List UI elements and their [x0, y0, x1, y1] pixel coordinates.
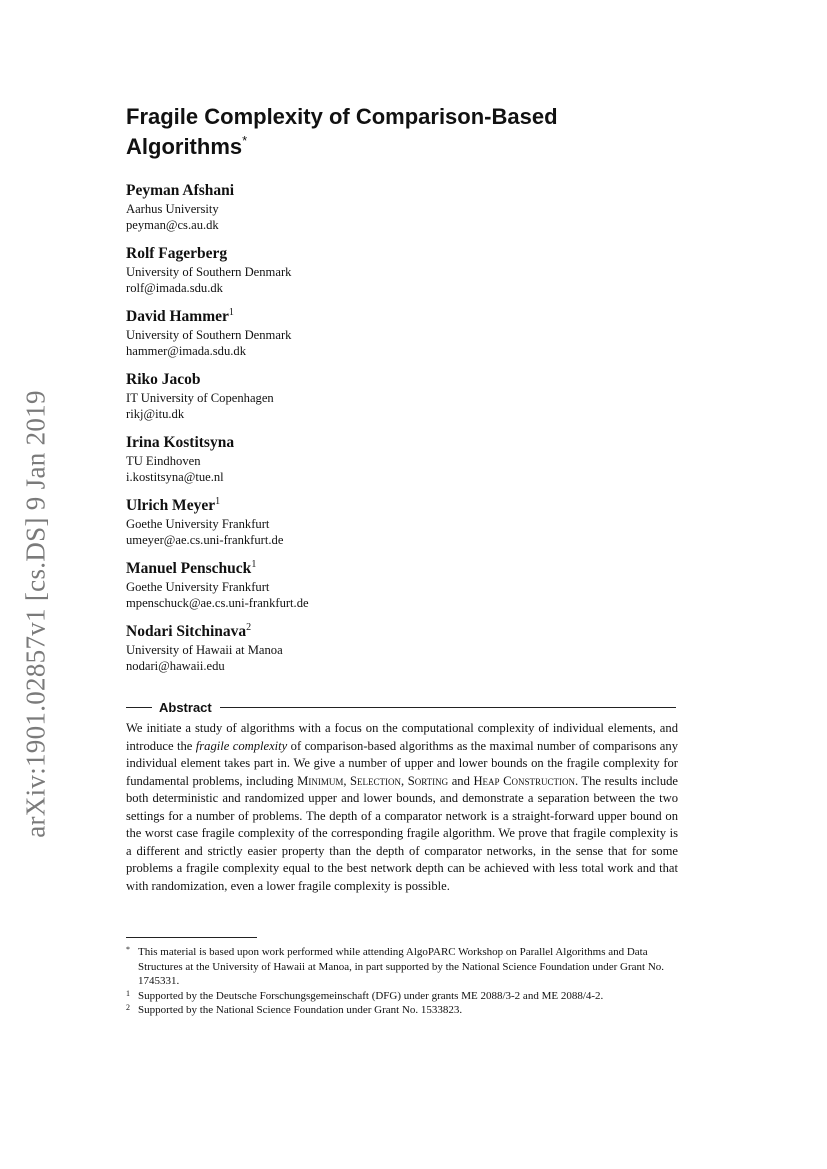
author-name-text: Peyman Afshani [126, 182, 235, 199]
author-affiliation: TU Eindhoven [126, 454, 201, 468]
author-footnote-mark: 1 [215, 496, 221, 507]
paper-title-line-2-text: Algorithms [126, 134, 243, 159]
author-email[interactable]: hammer@imada.sdu.dk [126, 344, 247, 358]
author-name-text: Manuel Penschuck [126, 560, 252, 577]
abstract-text [126, 720, 678, 895]
author-affiliation: Goethe University Frankfurt [126, 580, 270, 594]
author-block [126, 244, 686, 307]
abstract-heading [126, 698, 676, 716]
author-name-text: Ulrich Meyer [126, 497, 216, 514]
author-email[interactable]: umeyer@ae.cs.uni-frankfurt.de [126, 533, 284, 547]
author-email[interactable]: rikj@itu.dk [126, 407, 185, 421]
footnote-text: Supported by the Deutsche Forschungsgemeinschaft (DFG) under grants ME 2088/3-2 and ME 2088/4-2. [138, 989, 604, 1002]
author-name [126, 181, 686, 201]
footnote-mark: 1 [126, 988, 130, 998]
author-name [126, 559, 686, 579]
problem-name-minimum: Minimum [297, 773, 344, 788]
author-name-text: Nodari Sitchinava [126, 623, 247, 640]
footnote-mark: * [126, 945, 130, 954]
author-name [126, 307, 686, 327]
author-name [126, 622, 686, 642]
footnote [126, 1003, 678, 1018]
author-name [126, 244, 686, 264]
author-name-text: Irina Kostitsyna [126, 434, 235, 451]
problem-name-sorting: Sorting [407, 773, 449, 788]
author-name [126, 370, 686, 390]
author-email[interactable]: peyman@cs.au.dk [126, 218, 219, 232]
author-email[interactable]: rolf@imada.sdu.dk [126, 281, 223, 295]
footnotes [126, 945, 678, 1018]
author-footnote-mark: 1 [251, 559, 257, 570]
author-list [126, 181, 686, 685]
abstract-heading-label: Abstract [159, 699, 212, 715]
author-footnote-mark: 2 [246, 622, 252, 633]
footnote [126, 945, 678, 989]
author-affiliation: Aarhus University [126, 202, 219, 216]
author-affiliation: University of Hawaii at Manoa [126, 643, 283, 657]
abstract-emphasis: fragile complexity [195, 738, 288, 753]
footnote-text: This material is based upon work performed while attending AlgoPARC Workshop on Parallel Algorithms and Data Structures at the University of Hawaii at Manoa, in part supported by the National Science Foundation under Grant No. 1745331. [138, 946, 665, 987]
author-affiliation: University of Southern Denmark [126, 328, 292, 342]
author-block [126, 181, 686, 244]
footnote-mark: 2 [126, 1003, 130, 1012]
author-block [126, 370, 686, 433]
abstract-text-part: . The results include both deterministic and randomized upper and lower bounds, and demonstrate a separation between the two settings for a number of problems. The depth of a comparator network is a straight-forward upper bound on the worst case fragile complexity of the corresponding fragile algorithm. We prove that fragile complexity is a different and strictly easier property than the depth of comparator networks, in the sense that for some problems a fragile complexity equal to the best network depth can be achieved with less total work and that with randomization, even a lower fragile complexity is possible. [126, 773, 679, 893]
author-name [126, 433, 686, 453]
abstract-rule-left [126, 707, 152, 708]
title-footnote-mark: * [242, 133, 248, 148]
author-email[interactable]: i.kostitsyna@tue.nl [126, 470, 224, 484]
author-affiliation: Goethe University Frankfurt [126, 517, 270, 531]
paper-title-line-1: Fragile Complexity of Comparison-Based [126, 104, 558, 129]
author-name-text: Rolf Fagerberg [126, 245, 228, 262]
author-email[interactable]: mpenschuck@ae.cs.uni-frankfurt.de [126, 596, 309, 610]
author-block [126, 307, 686, 370]
abstract-text-part: of comparison-based algorithms as the maximal number of comparisons any individual element takes part in. We give a number of upper and lower bounds on the fragile complexity for fundamental problems, including [126, 738, 678, 788]
author-name [126, 496, 686, 516]
footnote-separator [126, 937, 257, 938]
author-email[interactable]: nodari@hawaii.edu [126, 659, 225, 673]
abstract-text-part: , [343, 773, 351, 788]
abstract-rule-right [220, 707, 676, 708]
author-footnote-mark: 1 [228, 307, 234, 318]
paper-title-line-2 [126, 132, 686, 162]
author-block [126, 496, 686, 559]
abstract-text-part: We initiate a study of algorithms with a focus on the computational complexity of individual elements, and introduce the [126, 721, 678, 753]
author-block [126, 433, 686, 496]
abstract-text-part: , [401, 773, 408, 788]
footnote [126, 989, 678, 1004]
problem-name-heap-construction: Heap Construction [473, 773, 575, 788]
problem-name-selection: Selection [350, 773, 402, 788]
arxiv-identifier-stamp: arXiv:1901.02857v1 [cs.DS] 9 Jan 2019 [20, 390, 51, 838]
author-name-text: Riko Jacob [126, 371, 201, 388]
author-name-text: David Hammer [126, 308, 229, 325]
abstract-text-part: and [448, 773, 474, 788]
paper-title [126, 102, 686, 162]
author-block [126, 622, 686, 685]
author-block [126, 559, 686, 622]
author-affiliation: IT University of Copenhagen [126, 391, 274, 405]
author-affiliation: University of Southern Denmark [126, 265, 292, 279]
footnote-text: Supported by the National Science Foundation under Grant No. 1533823. [138, 1004, 463, 1016]
